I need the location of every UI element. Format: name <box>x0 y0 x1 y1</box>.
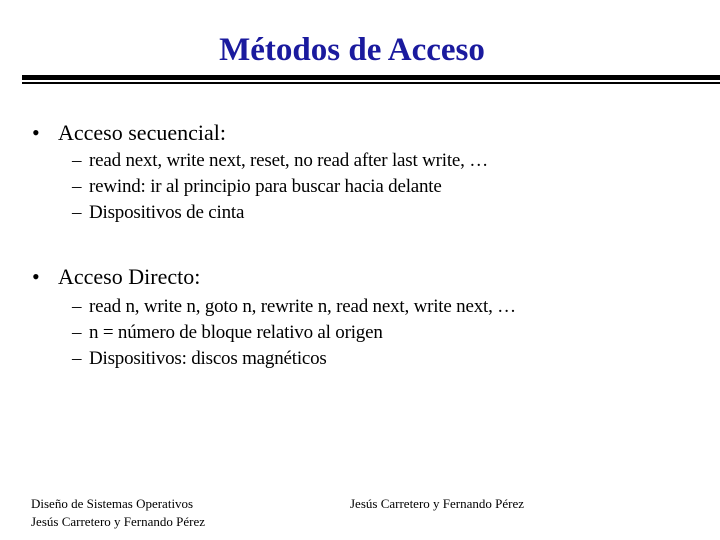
list-item <box>72 346 516 372</box>
footer-left <box>31 495 205 531</box>
list-item <box>72 200 488 226</box>
list-item <box>72 174 488 200</box>
footer-right-authors: Jesús Carretero y Fernando Pérez <box>350 496 524 511</box>
list-item-text: read next, write next, reset, no read after last write, … <box>89 150 489 171</box>
bullet-acceso-directo <box>32 264 200 290</box>
bullet-dot: • <box>32 120 40 145</box>
list-item-text: read n, write n, goto n, rewrite n, read next, write next, … <box>89 296 516 317</box>
list-item-text: rewind: ir al principio para buscar hacia delante <box>89 176 442 197</box>
slide-title: Métodos de Acceso <box>219 32 485 68</box>
bullet-acceso-secuencial <box>32 120 226 146</box>
bullet-dot: • <box>32 264 40 289</box>
list-item <box>72 294 516 320</box>
title-underline-thick <box>22 75 720 80</box>
list-item-text: n = número de bloque relativo al origen <box>89 322 383 343</box>
sub-list-directo <box>72 294 516 372</box>
title-underline-thin <box>22 82 720 84</box>
dash-marker: – <box>72 202 82 223</box>
list-item-text: Dispositivos de cinta <box>89 202 245 223</box>
dash-marker: – <box>72 176 82 197</box>
sub-list-secuencial <box>72 148 488 226</box>
bullet-heading: Acceso secuencial: <box>58 120 226 145</box>
footer-course-title: Diseño de Sistemas Operativos <box>31 496 194 511</box>
list-item <box>72 320 516 346</box>
list-item <box>72 148 488 174</box>
bullet-heading: Acceso Directo: <box>58 264 201 289</box>
list-item-text: Dispositivos: discos magnéticos <box>89 348 327 369</box>
dash-marker: – <box>72 150 82 171</box>
dash-marker: – <box>72 322 82 343</box>
dash-marker: – <box>72 348 82 369</box>
footer-authors: Jesús Carretero y Fernando Pérez <box>31 514 205 529</box>
dash-marker: – <box>72 296 82 317</box>
